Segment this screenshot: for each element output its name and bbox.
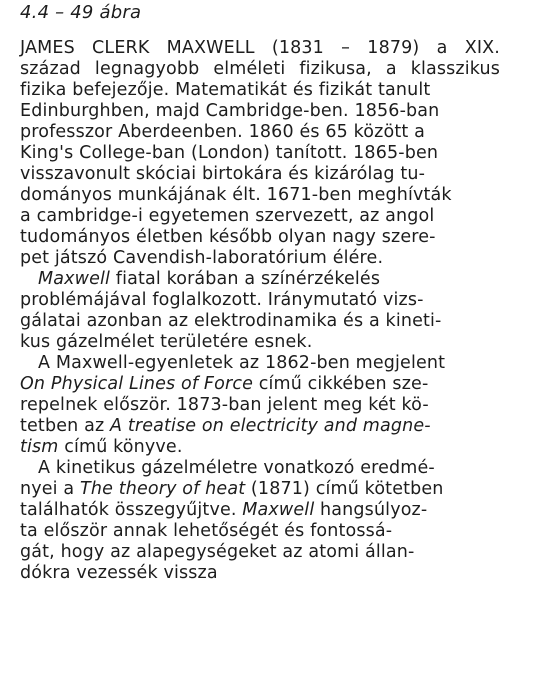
text-span: A Maxwell-egyenletek az 1862-ben megjelent bbox=[38, 353, 446, 373]
text-line bbox=[20, 80, 430, 101]
text-line bbox=[38, 269, 380, 290]
text-span: King's College-ban (London) tanított. 1865-ben bbox=[20, 143, 439, 163]
text-line bbox=[20, 290, 424, 311]
text-span: című cikkében sze- bbox=[253, 374, 429, 394]
text-line bbox=[20, 206, 434, 227]
text-span: című könyve. bbox=[58, 437, 183, 457]
text-span: dókra vezessék vissza bbox=[20, 563, 218, 583]
italic-text: tism bbox=[20, 437, 59, 457]
text-line bbox=[20, 332, 312, 353]
text-span: visszavonult skóciai birtokára és kizárólag tu- bbox=[20, 164, 426, 184]
text-line bbox=[20, 563, 218, 584]
text-line bbox=[20, 521, 392, 542]
italic-text: A treatise on electricity and magne- bbox=[110, 416, 431, 436]
italic-text: Maxwell bbox=[242, 500, 315, 520]
text-line bbox=[38, 353, 445, 374]
text-line bbox=[20, 416, 431, 437]
text-line bbox=[20, 374, 428, 395]
text-span: Edinburghben, majd Cambridge-ben. 1856-ban bbox=[20, 101, 440, 121]
figure-caption: 4.4 – 49 ábra bbox=[20, 2, 142, 23]
text-line bbox=[20, 248, 383, 269]
text-span: hangsúlyoz- bbox=[314, 500, 428, 520]
text-span: dományos munkájának élt. 1671-ben meghívták bbox=[20, 185, 452, 205]
text-span: professzor Aberdeenben. 1860 és 65 között a bbox=[20, 122, 425, 142]
text-span: találhatók összegyűjtve. bbox=[20, 500, 243, 520]
text-span: tudományos életben később olyan nagy szere- bbox=[20, 227, 436, 247]
text-line bbox=[20, 395, 429, 416]
text-span: nyei a bbox=[20, 479, 80, 499]
text-line bbox=[20, 185, 452, 206]
text-span: problémájával foglalkozott. Iránymutató vizs- bbox=[20, 290, 424, 310]
text-line bbox=[20, 59, 500, 80]
text-line bbox=[20, 227, 436, 248]
italic-text: Maxwell bbox=[38, 269, 111, 289]
text-line bbox=[20, 311, 442, 332]
text-span: gálatai azonban az elektrodinamika és a kineti- bbox=[20, 311, 442, 331]
text-line bbox=[20, 38, 500, 59]
text-line bbox=[20, 164, 425, 185]
text-line bbox=[38, 458, 435, 479]
text-line bbox=[20, 542, 415, 563]
text-span: század legnagyobb elméleti fizikusa, a klasszikus bbox=[20, 59, 500, 79]
text-span: fiatal korában a színérzékelés bbox=[110, 269, 381, 289]
text-line bbox=[20, 479, 444, 500]
text-span: ta először annak lehetőségét és fontossá- bbox=[20, 521, 393, 541]
text-line bbox=[20, 143, 438, 164]
text-span: gát, hogy az alapegységeket az atomi állan- bbox=[20, 542, 415, 562]
text-span: pet játszó Cavendish-laboratórium élére. bbox=[20, 248, 384, 268]
text-span: (1871) című kötetben bbox=[245, 479, 444, 499]
text-line bbox=[20, 101, 439, 122]
text-span: JAMES CLERK MAXWELL (1831 – 1879) a XIX. bbox=[20, 38, 500, 58]
text-span: repelnek először. 1873-ban jelent meg két kö- bbox=[20, 395, 429, 415]
text-line bbox=[20, 437, 183, 458]
text-span: A kinetikus gázelméletre vonatkozó eredmé- bbox=[38, 458, 435, 478]
text-span: a cambridge-i egyetemen szervezett, az angol bbox=[20, 206, 435, 226]
italic-text: The theory of heat bbox=[79, 479, 246, 499]
italic-text: On Physical Lines of Force bbox=[20, 374, 254, 394]
text-line bbox=[20, 500, 427, 521]
text-span: fizika befejezője. Matematikát és fizikát tanult bbox=[20, 80, 431, 100]
text-span: tetben az bbox=[20, 416, 110, 436]
text-line bbox=[20, 122, 425, 143]
text-span: kus gázelmélet területére esnek. bbox=[20, 332, 313, 352]
